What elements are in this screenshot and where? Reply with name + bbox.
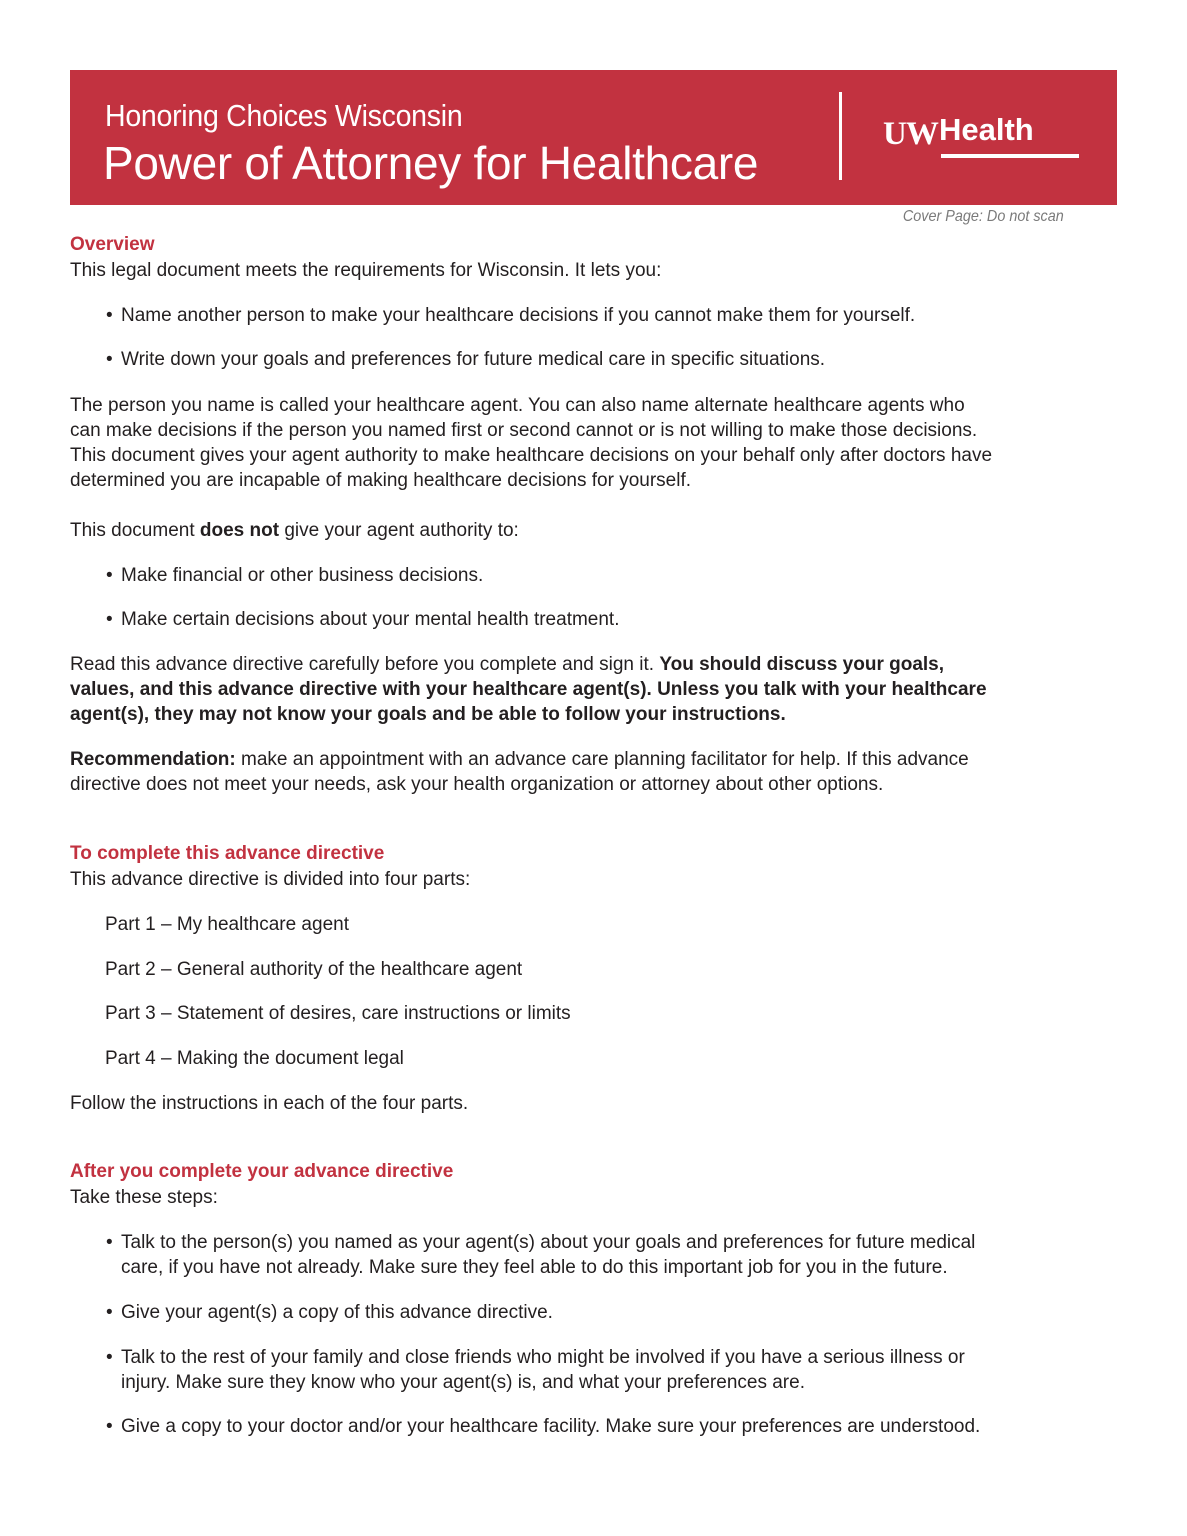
after-bullet: • Talk to the rest of your family and close friends who might be involved if you have a serious illness or injury. Make sure they know who your agent(s) is, and what your preferences are. — [106, 1347, 965, 1393]
does-not-paragraph: This document does not give your agent authority to: — [70, 520, 519, 541]
part-item: Part 3 – Statement of desires, care instructions or limits — [105, 1003, 571, 1024]
agent-paragraph-line: The person you name is called your healthcare agent. You can also name alternate healthcare agents who — [70, 395, 965, 416]
document-title: Power of Attorney for Healthcare — [103, 137, 759, 189]
part-item: Part 1 – My healthcare agent — [105, 914, 349, 935]
recommendation-line: directive does not meet your needs, ask your health organization or attorney about other options. — [70, 774, 884, 795]
overview-bullet: • Name another person to make your healthcare decisions if you cannot make them for yourself. — [106, 305, 916, 326]
logo-underline — [941, 154, 1079, 158]
agent-paragraph-line: can make decisions if the person you named first or second cannot or is not willing to make those decisions. — [70, 420, 978, 441]
part-item: Part 2 – General authority of the healthcare agent — [105, 959, 523, 980]
agent-paragraph-line: determined you are incapable of making healthcare decisions for yourself. — [70, 470, 692, 491]
header-divider — [839, 92, 842, 180]
uw-health-logo — [883, 110, 1081, 160]
after-heading: After you complete your advance directive — [70, 1161, 454, 1182]
complete-heading: To complete this advance directive — [70, 843, 385, 864]
logo-uw-text: UW — [883, 116, 938, 152]
read-paragraph-line: values, and this advance directive with your healthcare agent(s). Unless you talk with your healthcare — [70, 679, 987, 700]
after-bullet: • Give your agent(s) a copy of this advance directive. — [106, 1302, 553, 1323]
does-not-bullet: • Make financial or other business decisions. — [106, 565, 484, 586]
complete-intro: This advance directive is divided into four parts: — [70, 869, 471, 890]
cover-note: Cover Page: Do not scan — [903, 208, 1064, 225]
recommendation-line: Recommendation: make an appointment with an advance care planning facilitator for help. If this advance — [70, 749, 969, 770]
overview-heading: Overview — [70, 234, 155, 255]
after-intro: Take these steps: — [70, 1187, 218, 1208]
after-bullet: • Give a copy to your doctor and/or your healthcare facility. Make sure your preferences are understood. — [106, 1416, 981, 1437]
read-paragraph-line: Read this advance directive carefully before you complete and sign it. You should discuss your goals, — [70, 654, 945, 675]
header-banner — [70, 70, 1117, 205]
read-paragraph-line: agent(s), they may not know your goals and be able to follow your instructions. — [70, 704, 786, 725]
logo-health-text: Health — [939, 112, 1034, 147]
header-subtitle: Honoring Choices Wisconsin — [105, 98, 463, 133]
complete-follow: Follow the instructions in each of the four parts. — [70, 1093, 469, 1114]
overview-intro: This legal document meets the requirements for Wisconsin. It lets you: — [70, 260, 662, 281]
after-bullet: • Talk to the person(s) you named as your agent(s) about your goals and preferences for future medical care, if you have not already. Make sure they feel able to do this important job for you in the future. — [106, 1232, 976, 1278]
does-not-bullet: • Make certain decisions about your mental health treatment. — [106, 609, 620, 630]
overview-bullet: • Write down your goals and preferences for future medical care in specific situations. — [106, 349, 826, 370]
agent-paragraph-line: This document gives your agent authority to make healthcare decisions on your behalf only after doctors have — [70, 445, 993, 466]
part-item: Part 4 – Making the document legal — [105, 1048, 404, 1069]
